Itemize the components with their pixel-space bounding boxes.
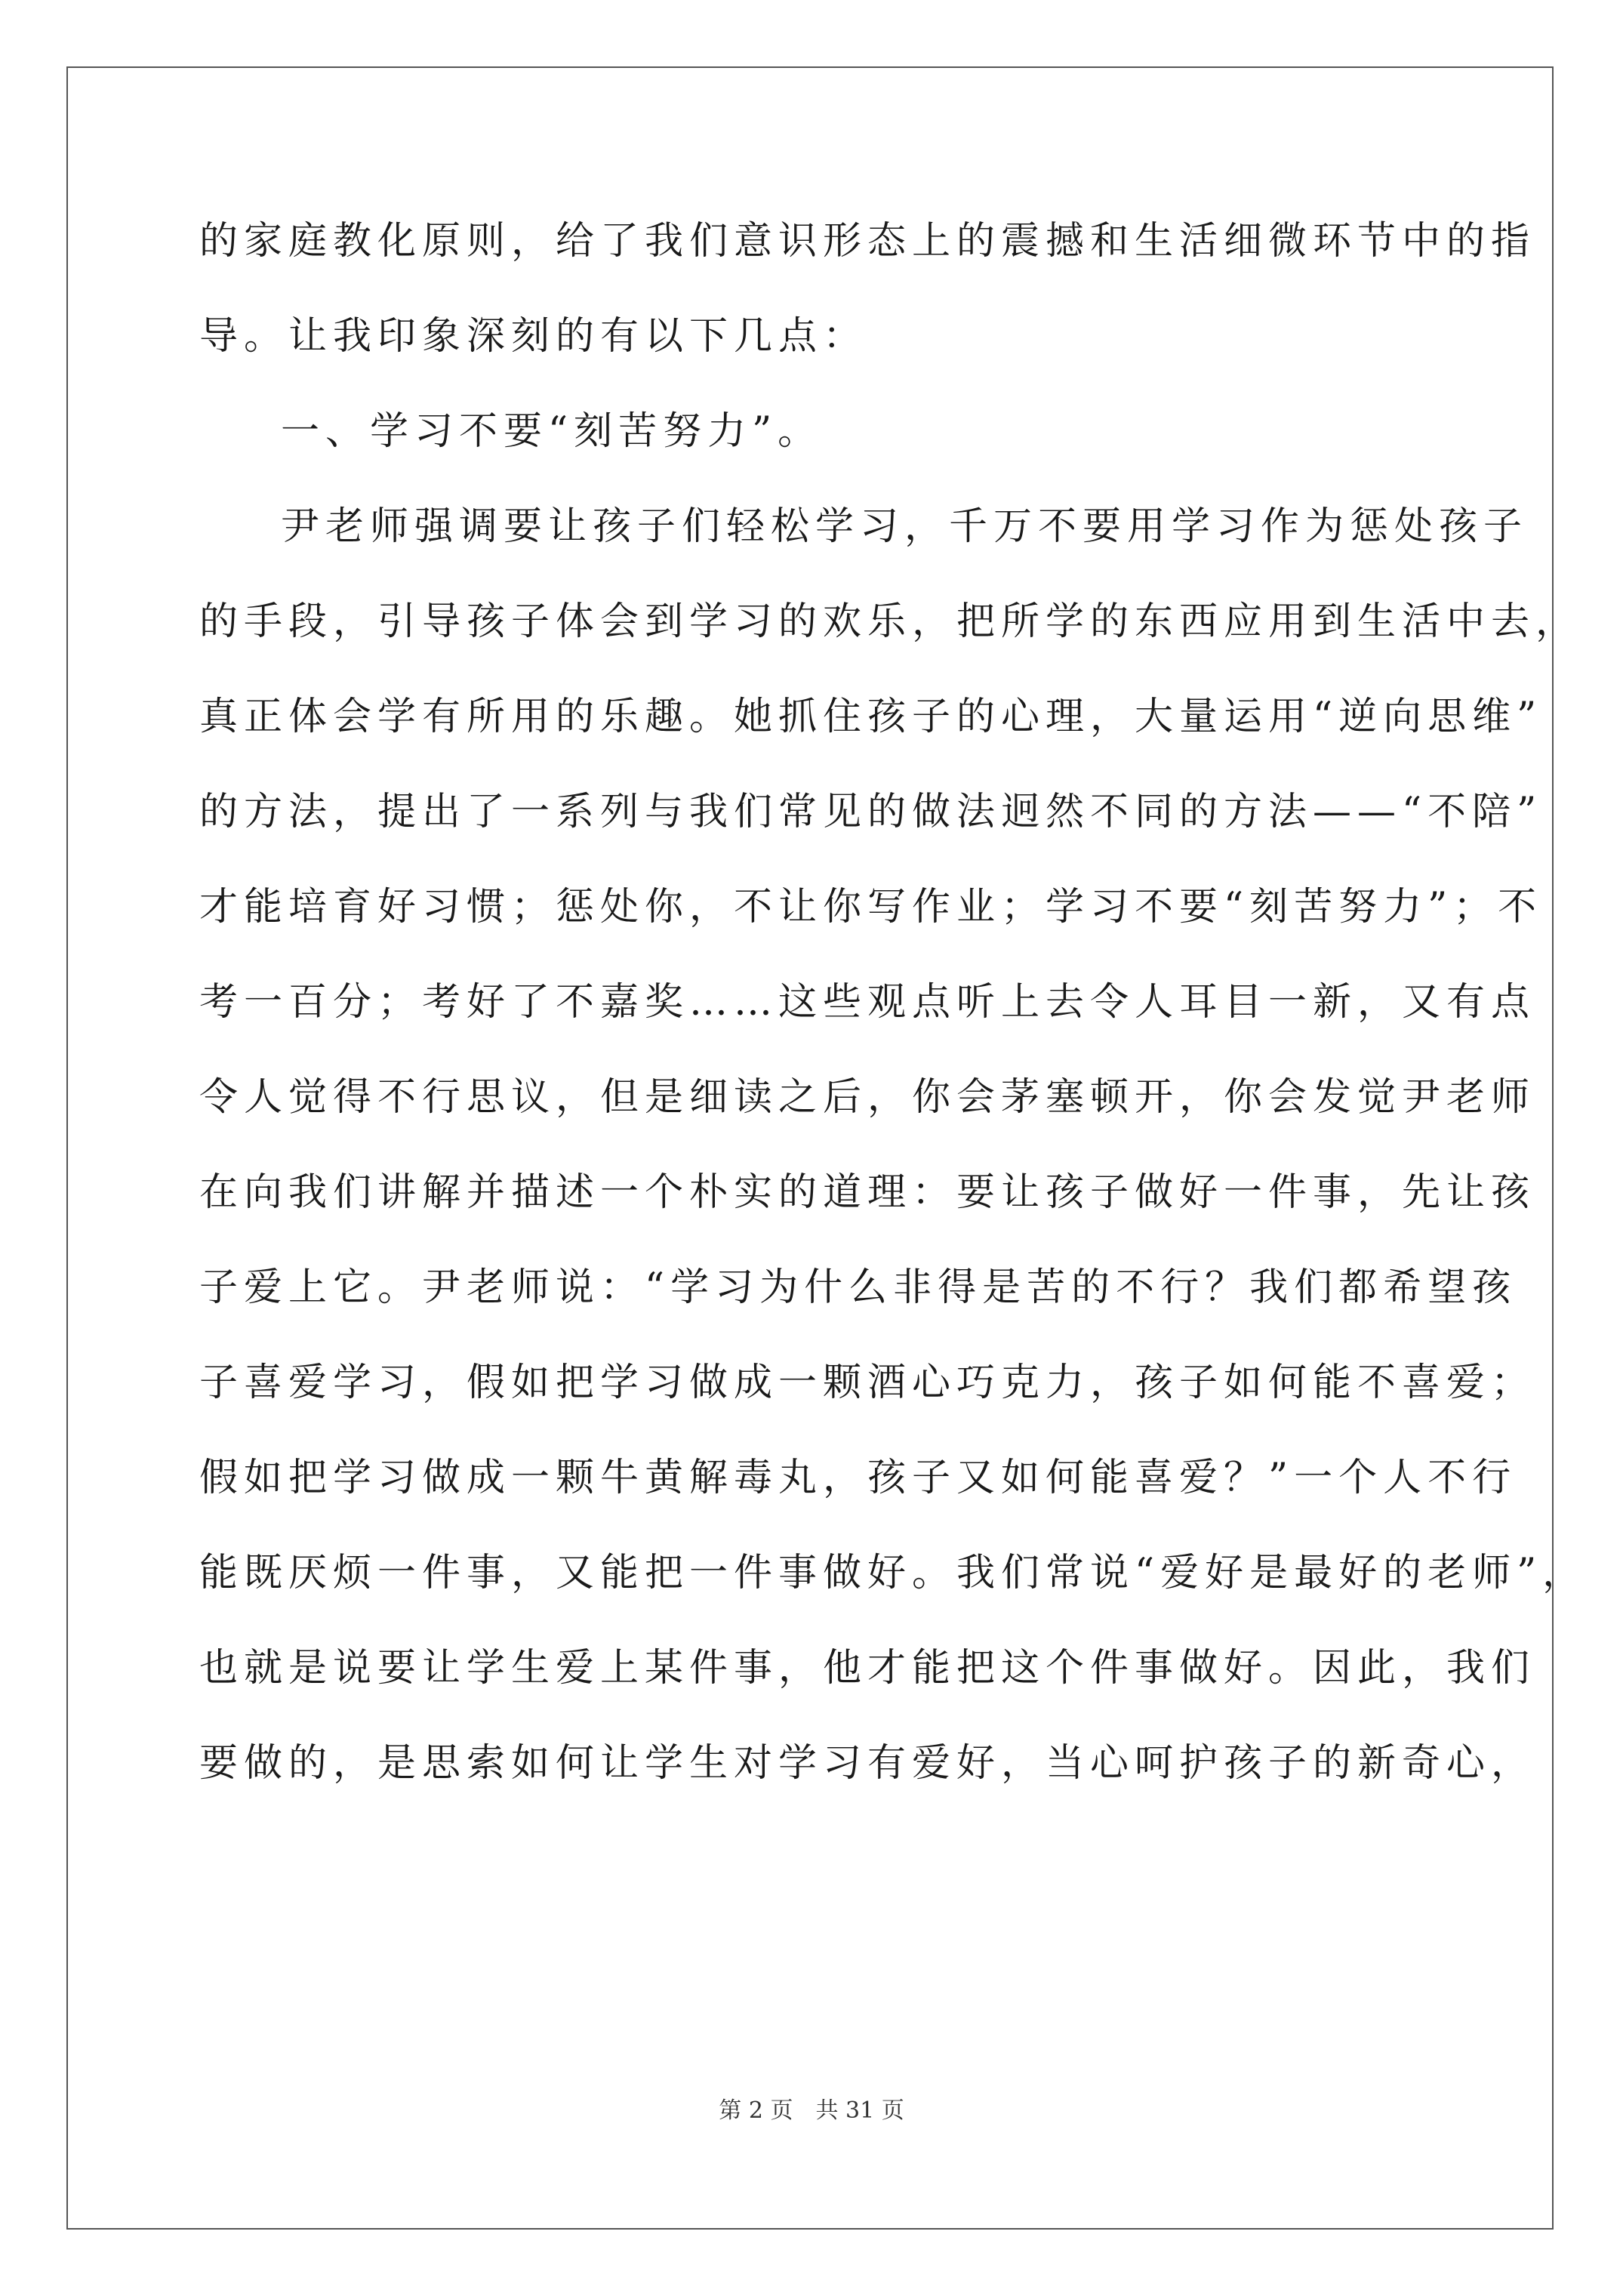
text-line: 考一百分；考好了不嘉奖……这些观点听上去令人耳目一新，又有点: [199, 980, 1536, 1025]
text-line: 在向我们讲解并描述一个朴实的道理：要让孩子做好一件事，先让孩: [199, 1170, 1536, 1215]
page-number-footer: 第 2 页 共 31 页: [719, 2097, 904, 2124]
text-line: 要做的，是思索如何让学生对学习有爱好，当心呵护孩子的新奇心，: [199, 1741, 1536, 1786]
text-line: 能既厌烦一件事，又能把一件事做好。我们常说“爱好是最好的老师”，: [199, 1551, 1588, 1595]
text-line: 子喜爱学习，假如把学习做成一颗酒心巧克力，孩子如何能不喜爱；: [199, 1361, 1536, 1405]
text-line: 真正体会学有所用的乐趣。她抓住孩子的心理，大量运用“逆向思维”: [199, 695, 1543, 739]
text-line: 的方法，提出了一系列与我们常见的做法迥然不同的方法——“不陪”: [199, 790, 1543, 834]
text-line: 的手段，引导孩子体会到学习的欢乐，把所学的东西应用到生活中去，: [199, 599, 1581, 644]
text-line: 假如把学习做成一颗牛黄解毒丸，孩子又如何能喜爱？”一个人不行: [199, 1456, 1517, 1500]
text-line: 的家庭教化原则，给了我们意识形态上的震撼和生活细微环节中的指: [199, 219, 1536, 264]
text-line: 才能培育好习惯；惩处你，不让你写作业；学习不要“刻苦努力”；不: [199, 885, 1543, 929]
text-line: 导。让我印象深刻的有以下几点：: [199, 314, 868, 359]
text-line: 尹老师强调要让孩子们轻松学习，千万不要用学习作为惩处孩子: [281, 504, 1529, 549]
section-heading: 一、学习不要“刻苦努力”。: [281, 409, 823, 454]
text-line: 子爱上它。尹老师说：“学习为什么非得是苦的不行？我们都希望孩: [199, 1265, 1517, 1310]
page-border: [66, 66, 1588, 2230]
text-line: 也就是说要让学生爱上某件事，他才能把这个件事做好。因此，我们: [199, 1646, 1536, 1690]
text-line: 令人觉得不行思议，但是细读之后，你会茅塞顿开，你会发觉尹老师: [199, 1075, 1536, 1120]
